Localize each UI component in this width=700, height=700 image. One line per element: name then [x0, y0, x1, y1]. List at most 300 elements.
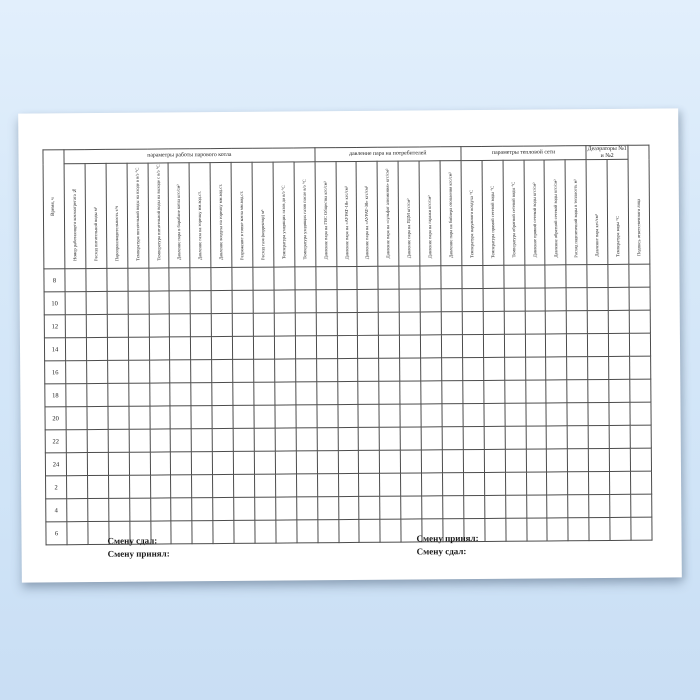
log-cell: [420, 289, 441, 312]
log-cell: [504, 265, 525, 288]
log-cell: [566, 265, 587, 288]
log-cell: [149, 291, 170, 314]
column-header: [231, 162, 253, 267]
column-header: [64, 164, 86, 269]
log-cell: [463, 380, 484, 403]
log-cell: [630, 356, 651, 379]
log-cell: [337, 358, 358, 381]
column-header: [273, 162, 295, 267]
log-cell: [526, 495, 547, 518]
log-cell: [338, 496, 359, 519]
log-cell: [149, 337, 170, 360]
log-cell: [337, 335, 358, 358]
column-header: [315, 162, 337, 267]
log-cell: [462, 311, 483, 334]
log-cell: [170, 314, 191, 337]
log-cell: [318, 520, 339, 543]
log-cell: [171, 498, 192, 521]
log-cell: [380, 519, 401, 542]
log-cell: [400, 381, 421, 404]
log-cell: [191, 406, 212, 429]
log-cell: [338, 473, 359, 496]
log-cell: [296, 405, 317, 428]
log-cell: [254, 451, 275, 474]
log-cell: [505, 449, 526, 472]
log-cell: [87, 360, 108, 383]
column-header: [524, 160, 546, 265]
signature-column-header: [628, 145, 650, 264]
log-cell: [463, 357, 484, 380]
log-cell: [483, 288, 504, 311]
table-header: [43, 145, 650, 269]
log-cell: [296, 497, 317, 520]
log-cell: [129, 406, 150, 429]
column-header: [127, 163, 149, 268]
log-cell: [232, 290, 253, 313]
time-row-label: 20: [45, 407, 66, 430]
log-cell: [86, 291, 107, 314]
rotated-header-text: Время, ч: [50, 197, 56, 217]
log-cell: [483, 357, 504, 380]
log-cell: [379, 404, 400, 427]
rotated-header-text: Температура питательной воды на входе в в/э °С: [134, 167, 141, 261]
log-cell: [170, 337, 191, 360]
log-cell: [568, 472, 589, 495]
log-cell: [566, 288, 587, 311]
time-row-label: 18: [45, 384, 66, 407]
log-cell: [191, 383, 212, 406]
log-cell: [149, 314, 170, 337]
rotated-header-text: Давление пара на «АУРАТ-30» кгс/см²: [364, 185, 370, 259]
log-cell: [589, 517, 610, 540]
log-cell: [567, 357, 588, 380]
group-header-4: Деаэраторы №1 и №2: [587, 146, 627, 159]
column-header: [565, 160, 587, 265]
log-cell: [443, 473, 464, 496]
log-cell: [338, 519, 359, 542]
log-cell: [483, 265, 504, 288]
log-cell: [400, 404, 421, 427]
log-cell: [211, 313, 232, 336]
log-cell: [107, 268, 128, 291]
rotated-header-text: Подпись ответственного лица: [635, 198, 642, 256]
log-cell: [67, 476, 88, 499]
column-header: [503, 160, 525, 265]
log-cell: [128, 268, 149, 291]
log-cell: [400, 335, 421, 358]
group-header-2: давление пара на потребителей: [315, 147, 461, 162]
log-cell: [422, 473, 443, 496]
log-cell: [128, 360, 149, 383]
log-cell: [629, 264, 650, 287]
log-cell: [546, 357, 567, 380]
log-cell: [150, 475, 171, 498]
log-cell: [567, 403, 588, 426]
log-cell: [609, 333, 630, 356]
log-cell: [317, 451, 338, 474]
log-cell: [234, 497, 255, 520]
time-row-label: 12: [44, 315, 65, 338]
log-cell: [462, 334, 483, 357]
column-header: [357, 161, 379, 266]
log-cell: [88, 498, 109, 521]
log-cell: [609, 379, 630, 402]
log-cell: [547, 472, 568, 495]
time-row-label: 10: [44, 292, 65, 315]
log-cell: [589, 494, 610, 517]
log-cell: [274, 313, 295, 336]
log-cell: [525, 357, 546, 380]
rotated-header-text: Температура питательной воды на выходе с в/э °С: [155, 164, 161, 261]
log-cell: [276, 520, 297, 543]
log-cell: [86, 314, 107, 337]
log-cell: [297, 520, 318, 543]
log-cell: [462, 265, 483, 288]
rotated-header-text: Давление прямой сетевой воды кгс/см²: [531, 182, 537, 258]
rotated-header-text: Расход подпиточной воды в теплосеть м³: [573, 178, 579, 258]
log-cell: [547, 518, 568, 541]
log-cell: [295, 359, 316, 382]
log-cell: [317, 497, 338, 520]
log-cell: [524, 265, 545, 288]
rotated-header-text: Давление пара на гаражи кгс/см²: [426, 195, 433, 259]
log-cell: [379, 312, 400, 335]
log-cell: [86, 268, 107, 291]
log-cell: [337, 289, 358, 312]
log-cell: [568, 449, 589, 472]
log-cell: [589, 471, 610, 494]
log-cell: [379, 335, 400, 358]
log-cell: [442, 358, 463, 381]
log-cell: [525, 380, 546, 403]
log-cell: [441, 266, 462, 289]
log-cell: [400, 358, 421, 381]
log-cell: [232, 313, 253, 336]
log-cell: [421, 335, 442, 358]
log-cell: [150, 429, 171, 452]
log-cell: [213, 451, 234, 474]
log-cell: [107, 360, 128, 383]
log-cell: [253, 267, 274, 290]
log-cell: [87, 429, 108, 452]
log-cell: [484, 380, 505, 403]
log-cell: [108, 452, 129, 475]
log-cell: [275, 382, 296, 405]
log-cell: [547, 495, 568, 518]
log-cell: [358, 335, 379, 358]
log-cell: [232, 267, 253, 290]
log-cell: [610, 517, 631, 540]
table-body: [44, 264, 652, 545]
log-cell: [192, 521, 213, 544]
log-cell: [233, 359, 254, 382]
log-cell: [483, 334, 504, 357]
log-cell: [588, 402, 609, 425]
rotated-header-text: Номер работающего котлоагрегата №: [71, 188, 78, 262]
log-cell: [588, 425, 609, 448]
log-cell: [317, 428, 338, 451]
log-cell: [547, 449, 568, 472]
log-cell: [275, 359, 296, 382]
log-cell: [484, 495, 505, 518]
log-cell: [526, 518, 547, 541]
column-header: [440, 161, 462, 266]
log-cell: [629, 333, 650, 356]
rotated-header-text: Давление газа на горелку мм.вод.ст.: [197, 191, 203, 261]
log-cell: [66, 407, 87, 430]
log-cell: [254, 382, 275, 405]
log-cell: [484, 403, 505, 426]
rotated-header-text: Давление пара на «АУРАТ-10» кгс/см²: [343, 185, 349, 260]
log-cell: [129, 498, 150, 521]
log-cell: [400, 427, 421, 450]
column-header: [482, 160, 504, 265]
time-row-label: 8: [44, 269, 65, 292]
log-cell: [631, 517, 652, 540]
log-cell: [295, 290, 316, 313]
log-cell: [212, 428, 233, 451]
log-cell: [609, 425, 630, 448]
column-header: [607, 159, 629, 264]
log-cell: [545, 265, 566, 288]
log-cell: [316, 313, 337, 336]
rotated-header-text: Давление пара на ГВС Общества кгс/см²: [322, 181, 329, 260]
log-cell: [65, 269, 86, 292]
log-cell: [485, 518, 506, 541]
log-cell: [191, 314, 212, 337]
log-cell: [567, 334, 588, 357]
log-cell: [107, 337, 128, 360]
time-row-label: 16: [45, 361, 66, 384]
shift-accepted-left: Смену принял:: [107, 548, 170, 559]
log-cell: [421, 450, 442, 473]
log-cell: [359, 519, 380, 542]
log-cell: [630, 425, 651, 448]
log-cell: [190, 291, 211, 314]
log-cell: [255, 474, 276, 497]
log-cell: [401, 496, 422, 519]
log-cell: [212, 382, 233, 405]
log-cell: [296, 451, 317, 474]
log-cell: [588, 356, 609, 379]
log-cell: [255, 497, 276, 520]
log-cell: [338, 427, 359, 450]
log-cell: [191, 337, 212, 360]
log-cell: [275, 474, 296, 497]
log-cell: [608, 310, 629, 333]
log-cell: [212, 359, 233, 382]
column-header-row: [43, 159, 650, 269]
log-cell: [357, 266, 378, 289]
log-cell: [233, 451, 254, 474]
log-cell: [211, 290, 232, 313]
log-cell: [504, 288, 525, 311]
group-header-3: параметры тепловой сети: [461, 146, 586, 161]
log-cell: [358, 358, 379, 381]
log-cell: [88, 521, 109, 544]
log-cell: [525, 288, 546, 311]
log-cell: [546, 380, 567, 403]
log-cell: [526, 426, 547, 449]
log-cell: [421, 358, 442, 381]
column-header: [169, 163, 191, 268]
log-cell: [253, 336, 274, 359]
log-cell: [526, 449, 547, 472]
rotated-header-text: Температура прямой сетевой воды °С: [489, 185, 496, 258]
rotated-header-text: Температура обратной сетевой воды °С: [510, 182, 517, 258]
log-cell: [380, 450, 401, 473]
log-cell: [588, 379, 609, 402]
log-cell: [401, 473, 422, 496]
log-cell: [316, 359, 337, 382]
log-cell: [608, 264, 629, 287]
log-cell: [276, 497, 297, 520]
log-cell: [338, 450, 359, 473]
log-cell: [108, 498, 129, 521]
log-cell: [316, 290, 337, 313]
log-cell: [526, 403, 547, 426]
log-cell: [295, 267, 316, 290]
log-cell: [587, 310, 608, 333]
log-cell: [359, 427, 380, 450]
log-cell: [190, 268, 211, 291]
log-cell: [587, 264, 608, 287]
log-cell: [589, 448, 610, 471]
log-cell: [547, 426, 568, 449]
log-cell: [67, 522, 88, 545]
time-row-label: 14: [44, 338, 65, 361]
log-cell: [275, 451, 296, 474]
log-cell: [191, 360, 212, 383]
log-cell: [107, 314, 128, 337]
log-cell: [87, 383, 108, 406]
column-header: [461, 160, 483, 265]
log-cell: [609, 356, 630, 379]
log-cell: [65, 292, 86, 315]
rotated-header-text: Давление пара на ПДМ кгс/см²: [406, 198, 412, 259]
log-cell: [378, 266, 399, 289]
log-cell: [442, 427, 463, 450]
log-cell: [630, 379, 651, 402]
log-cell: [441, 289, 462, 312]
log-cell: [546, 334, 567, 357]
log-cell: [150, 498, 171, 521]
log-cell: [128, 337, 149, 360]
log-cell: [87, 475, 108, 498]
log-cell: [463, 472, 484, 495]
log-cell: [171, 452, 192, 475]
log-cell: [108, 406, 129, 429]
column-header: [419, 161, 441, 266]
log-cell: [316, 382, 337, 405]
document-page: [18, 108, 682, 582]
log-cell: [233, 428, 254, 451]
log-cell: [358, 381, 379, 404]
column-header: [106, 163, 128, 268]
log-cell: [546, 288, 567, 311]
column-header: [210, 162, 232, 267]
rotated-header-text: Давление воздуха на горелку мм.вод.ст.: [217, 184, 224, 261]
log-cell: [567, 380, 588, 403]
rotated-header-text: Давление пара кгс/см²: [594, 214, 600, 258]
log-cell: [484, 449, 505, 472]
log-cell: [505, 495, 526, 518]
log-cell: [380, 496, 401, 519]
log-cell: [253, 290, 274, 313]
log-cell: [66, 361, 87, 384]
log-cell: [506, 518, 527, 541]
log-cell: [107, 291, 128, 314]
log-cell: [255, 520, 276, 543]
log-cell: [170, 383, 191, 406]
column-header: [336, 161, 358, 266]
rotated-header-text: Давление пара в барабане котла кгс/см²: [176, 184, 182, 261]
log-cell: [420, 312, 441, 335]
log-cell: [316, 336, 337, 359]
log-cell: [379, 381, 400, 404]
log-cell: [213, 520, 234, 543]
log-cell: [441, 312, 462, 335]
log-cell: [65, 315, 86, 338]
rotated-header-text: Разряжение в топке котла мм.вод.ст.: [238, 190, 245, 260]
log-cell: [379, 358, 400, 381]
log-cell: [504, 311, 525, 334]
column-header: [189, 163, 211, 268]
boiler-shift-log-table: [42, 145, 652, 546]
log-cell: [316, 267, 337, 290]
rotated-header-text: Температура наружного воздуха °С: [468, 190, 475, 259]
shift-accepted-right: Смену принял:: [416, 532, 479, 544]
log-cell: [630, 448, 651, 471]
log-cell: [274, 267, 295, 290]
log-cell: [128, 383, 149, 406]
log-cell: [610, 494, 631, 517]
log-cell: [108, 475, 129, 498]
rotated-header-text: Давление пара на бойлера отопления кгс/см²: [447, 172, 454, 259]
log-cell: [149, 360, 170, 383]
log-cell: [443, 496, 464, 519]
log-cell: [568, 495, 589, 518]
column-header: [586, 159, 608, 264]
log-cell: [66, 430, 87, 453]
log-cell: [192, 452, 213, 475]
log-cell: [253, 313, 274, 336]
rotated-header-text: Расход питательной воды м³: [92, 206, 99, 262]
log-cell: [546, 403, 567, 426]
log-cell: [359, 496, 380, 519]
log-cell: [338, 404, 359, 427]
log-cell: [87, 452, 108, 475]
rotated-header-text: Паропроизводительность т/ч: [113, 205, 120, 261]
log-cell: [462, 288, 483, 311]
log-cell: [234, 520, 255, 543]
group-header-1: параметры работы парового котла: [64, 148, 315, 164]
column-header: [398, 161, 420, 266]
log-cell: [380, 473, 401, 496]
log-cell: [567, 311, 588, 334]
log-cell: [609, 448, 630, 471]
log-cell: [295, 336, 316, 359]
rotated-header-text: Температура воды °С: [615, 215, 621, 257]
time-row-label: 24: [45, 453, 66, 476]
log-cell: [631, 494, 652, 517]
log-cell: [274, 336, 295, 359]
log-cell: [233, 382, 254, 405]
log-cell: [630, 402, 651, 425]
log-cell: [129, 429, 150, 452]
log-cell: [399, 289, 420, 312]
log-cell: [568, 426, 589, 449]
